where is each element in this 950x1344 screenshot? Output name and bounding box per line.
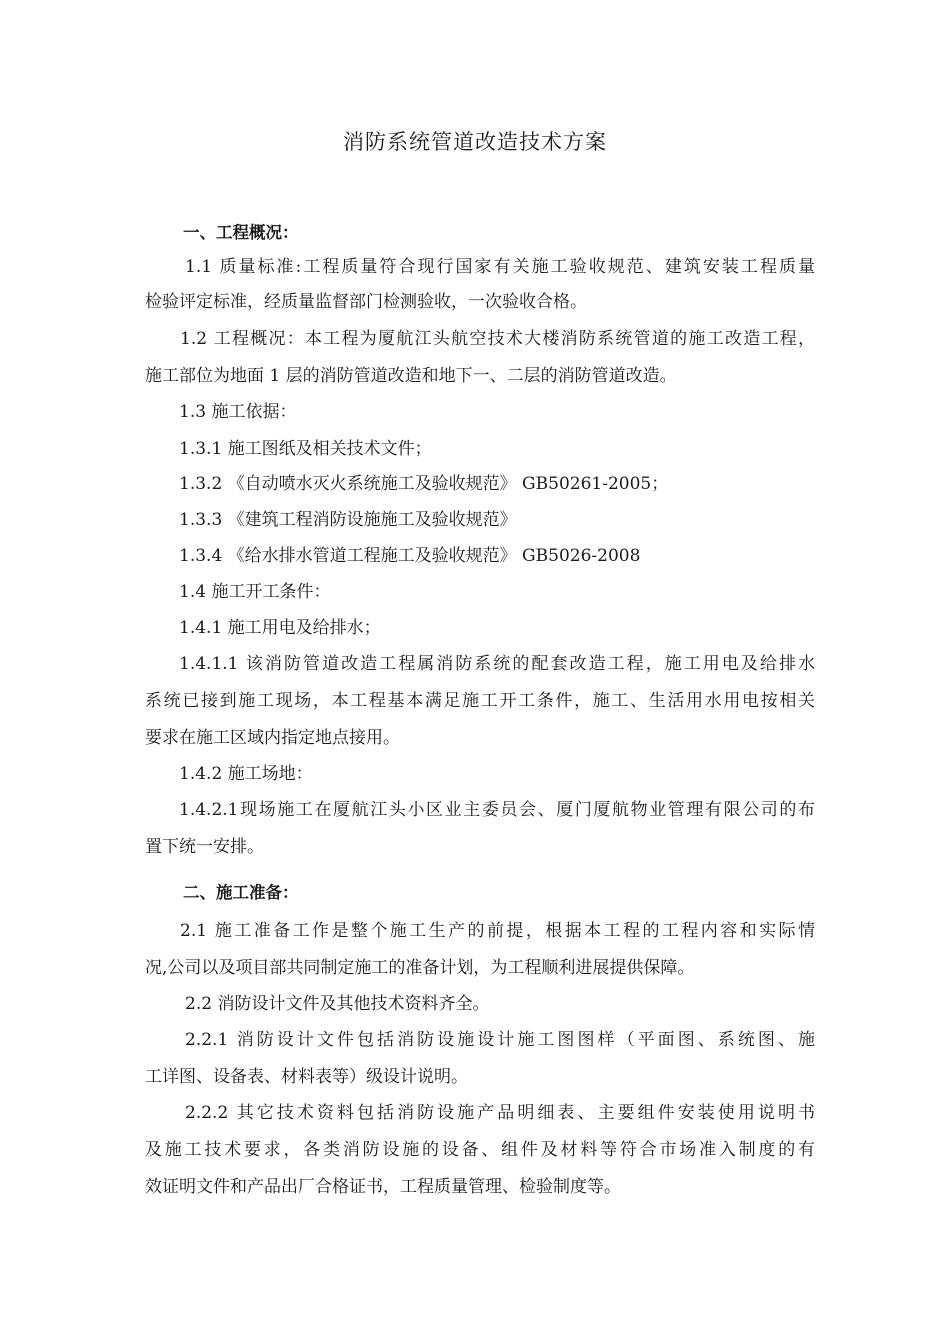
- paragraph-1-4-1-1-line-1: 1.4.1.1 该消防管道改造工程属消防系统的配套改造工程，施工用电及给排水: [179, 654, 815, 674]
- paragraph-1-3-1: 1.3.1 施工图纸及相关技术文件；: [179, 439, 432, 459]
- paragraph-1-1-line-1: 1.1 质量标准:工程质量符合现行国家有关施工验收规范、建筑安装工程质量: [185, 257, 815, 277]
- paragraph-2-2-2-line-1: 2.2.2 其它技术资料包括消防设施产品明细表、主要组件安装使用说明书: [185, 1103, 815, 1123]
- paragraph-1-3: 1.3 施工依据：: [179, 402, 297, 422]
- paragraph-1-3-3: 1.3.3 《建筑工程消防设施施工及验收规范》: [179, 510, 517, 530]
- paragraph-1-4-2-1-line-1: 1.4.2.1现场施工在厦航江头小区业主委员会、厦门厦航物业管理有限公司的布: [179, 800, 815, 820]
- paragraph-2-1-line-2: 况,公司以及项目部共同制定施工的准备计划，为工程顺利进展提供保障。: [145, 958, 695, 978]
- section-heading-2: 二、施工准备：: [183, 883, 299, 902]
- paragraph-2-2-1-line-1: 2.2.1 消防设计文件包括消防设施设计施工图图样（平面图、系统图、施: [185, 1030, 815, 1050]
- paragraph-1-1-line-2: 检验评定标准，经质量监督部门检测验收，一次验收合格。: [145, 292, 587, 312]
- paragraph-1-4-2: 1.4.2 施工场地：: [179, 764, 313, 784]
- paragraph-2-2: 2.2 消防设计文件及其他技术资料齐全。: [185, 994, 490, 1014]
- paragraph-1-4-2-1-line-2: 置下统一安排。: [145, 837, 264, 857]
- paragraph-1-4: 1.4 施工开工条件：: [179, 582, 331, 602]
- paragraph-2-2-1-line-2: 工详图、设备表、材料表等）级设计说明。: [145, 1067, 468, 1087]
- paragraph-2-1-line-1: 2.1 施工准备工作是整个施工生产的前提，根据本工程的工程内容和实际情: [180, 921, 815, 941]
- paragraph-1-4-1-1-line-2: 系统已接到施工现场，本工程基本满足施工开工条件，施工、生活用水用电按相关: [145, 691, 815, 711]
- paragraph-1-2-line-2: 施工部位为地面 1 层的消防管道改造和地下一、二层的消防管道改造。: [145, 366, 677, 386]
- document-title: 消防系统管道改造技术方案: [343, 130, 607, 154]
- paragraph-1-3-4: 1.3.4 《给水排水管道工程施工及验收规范》 GB5026-2008: [179, 546, 641, 566]
- paragraph-1-4-1-1-line-3: 要求在施工区域内指定地点接用。: [145, 728, 400, 748]
- paragraph-1-2-line-1: 1.2 工程概况：本工程为厦航江头航空技术大楼消防系统管道的施工改造工程，: [180, 329, 815, 349]
- section-heading-1: 一、工程概况：: [183, 223, 299, 242]
- paragraph-1-3-2: 1.3.2 《自动喷水灭火系统施工及验收规范》 GB50261-2005；: [179, 474, 669, 494]
- paragraph-2-2-2-line-2: 及施工技术要求，各类消防设施的设备、组件及材料等符合市场准入制度的有: [145, 1140, 815, 1160]
- paragraph-2-2-2-line-3: 效证明文件和产品出厂合格证书，工程质量管理、检验制度等。: [145, 1177, 621, 1197]
- paragraph-1-4-1: 1.4.1 施工用电及给排水；: [179, 618, 381, 638]
